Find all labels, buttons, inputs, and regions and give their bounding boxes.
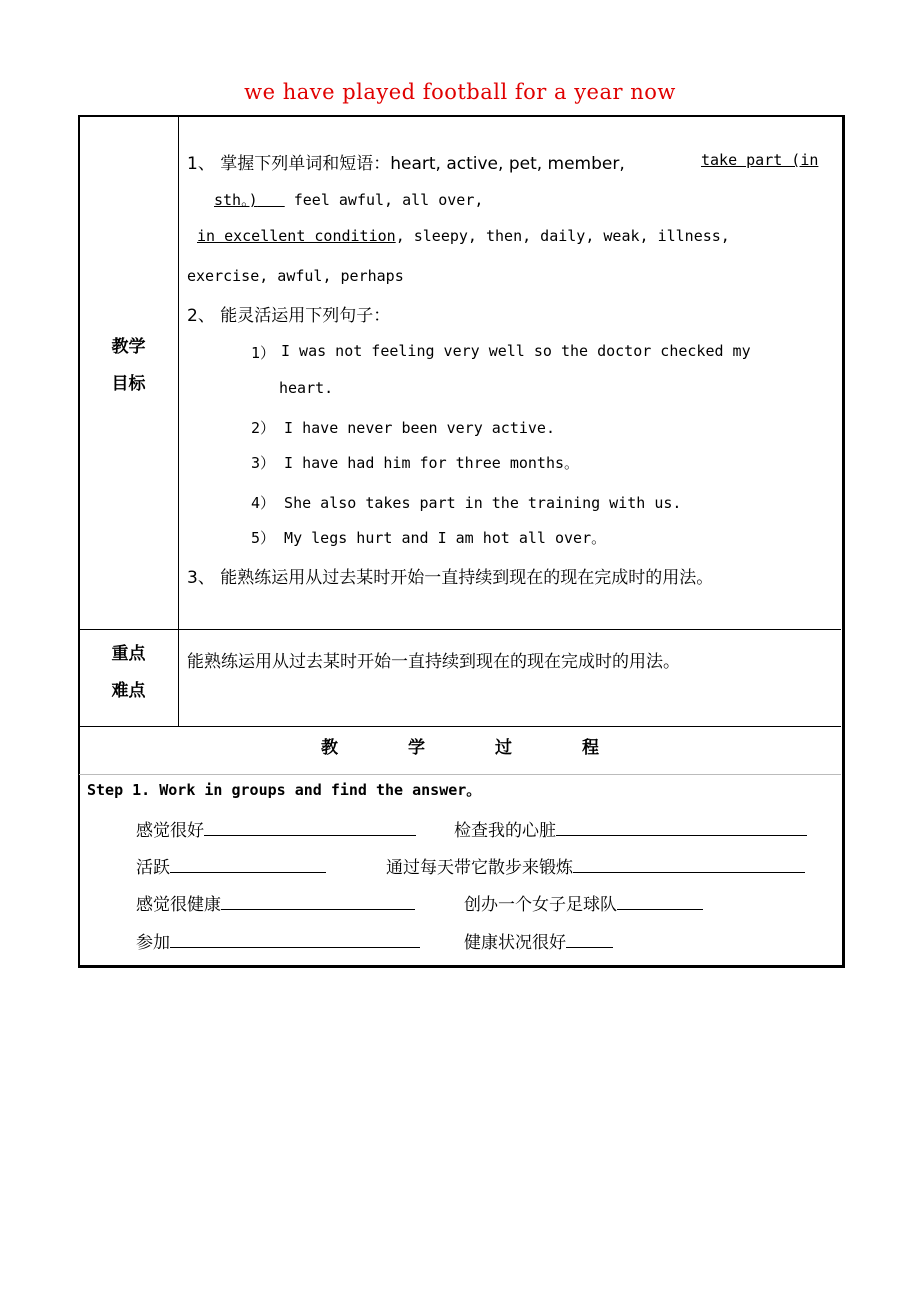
fill-in-item (136, 928, 420, 953)
row-divider (79, 774, 841, 775)
answer-blank[interactable] (566, 930, 613, 948)
fill-in-item (464, 890, 703, 915)
objectives-item-1-line2 (214, 189, 483, 210)
process-heading-char: 过 (495, 738, 512, 758)
row-divider (79, 629, 841, 630)
fill-in-item (386, 853, 805, 878)
answer-blank[interactable] (170, 855, 326, 873)
sentence-1: I was not feeling very well so the doctor checked my (281, 342, 751, 360)
column-divider (178, 115, 179, 726)
key-points-text: 能熟练运用从过去某时开始一直持续到现在的现在完成时的用法。 (187, 652, 680, 672)
fill-in-label: 创办一个女子足球队 (464, 895, 617, 915)
objectives-item-1 (187, 149, 625, 174)
fill-in-item (136, 816, 416, 841)
sentence-4: 4） She also takes part in the training with us. (251, 494, 682, 512)
objectives-label-line1: 教学 (111, 337, 146, 357)
step-1-title: Step 1. Work in groups and find the answer。 (87, 781, 482, 799)
answer-blank[interactable] (573, 855, 805, 873)
process-heading-char: 学 (408, 738, 425, 758)
objectives-item-3: 3、 能熟练运用从过去某时开始一直持续到现在的现在完成时的用法。 (187, 568, 714, 588)
objectives-label-line2: 目标 (111, 374, 146, 394)
fill-in-label: 检查我的心脏 (454, 821, 556, 841)
process-heading-char: 程 (582, 738, 599, 758)
answer-blank[interactable] (204, 818, 416, 836)
fill-in-label: 活跃 (136, 858, 170, 878)
fill-in-item (136, 853, 326, 878)
objectives-item-1-line3 (197, 227, 730, 245)
sentence-1-num: 1） (251, 344, 276, 362)
fill-in-label: 通过每天带它散步来锻炼 (386, 858, 573, 878)
fill-in-label: 参加 (136, 933, 170, 953)
fill-in-item (454, 816, 807, 841)
objectives-item-2: 2、 能灵活运用下列句子： (187, 306, 391, 326)
fill-in-label: 感觉很健康 (136, 895, 221, 915)
phrase-excellent-condition: in excellent condition (197, 227, 396, 245)
fill-in-label: 健康状况很好 (464, 933, 566, 953)
page-title: we have played football for a year now (244, 80, 676, 104)
sentence-2: 2） I have never been very active. (251, 419, 555, 437)
sentence-3: 3） I have had him for three months。 (251, 454, 580, 472)
process-heading-char: 教 (321, 738, 338, 758)
answer-blank[interactable] (221, 892, 415, 910)
answer-blank[interactable] (617, 892, 703, 910)
objectives-item-1-intro: 1、 掌握下列单词和短语：heart, active, pet, member, (187, 154, 625, 174)
fill-in-item (136, 890, 415, 915)
row-divider (79, 726, 841, 727)
answer-blank[interactable] (556, 818, 807, 836)
answer-blank[interactable] (170, 930, 420, 948)
sentence-1-cont: heart. (279, 379, 334, 397)
phrase-take-part: take part (in (701, 151, 819, 169)
key-points-label-line2: 难点 (111, 681, 146, 701)
phrase-list-2: feel awful, all over, (293, 191, 484, 209)
phrase-list-3: , sleepy, then, daily, weak, illness, (395, 227, 730, 245)
key-points-label-line1: 重点 (111, 644, 146, 664)
phrase-sth: sth。) (214, 191, 258, 209)
key-points-label (79, 636, 178, 710)
fill-in-item (464, 928, 613, 953)
objectives-item-1-line4: exercise, awful, perhaps (187, 267, 404, 285)
objectives-label (79, 329, 178, 403)
sentence-5: 5） My legs hurt and I am hot all over。 (251, 529, 607, 547)
fill-in-label: 感觉很好 (136, 821, 204, 841)
